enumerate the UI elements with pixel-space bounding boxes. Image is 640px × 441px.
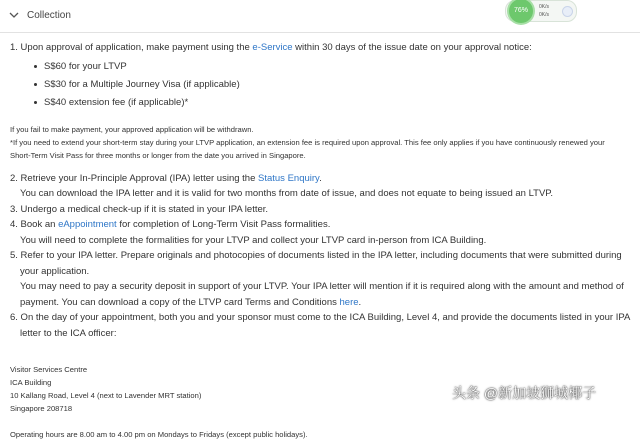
step-4-detail: You will need to complete the formalities for your LTVP and collect your LTVP card in-person from ICA Building. bbox=[20, 234, 487, 246]
step-5-cont: your application. bbox=[20, 265, 90, 277]
chevron-down-icon[interactable] bbox=[8, 9, 20, 21]
step-6-cont: letter to the ICA officer: bbox=[20, 327, 117, 339]
network-speed-widget[interactable] bbox=[505, 0, 577, 22]
download-speed: 0K/s bbox=[539, 12, 550, 18]
step-6: 6. On the day of your appointment, both you and your sponsor must come to the ICA Building, Level 4, and provide the documents listed in your IPA bbox=[10, 312, 631, 323]
fee-list bbox=[10, 58, 635, 112]
terms-link[interactable]: here bbox=[339, 296, 359, 308]
step-1: 1. Upon approval of application, make payment using the e-Service within 30 days of the issue date on your approval notice: bbox=[10, 42, 532, 53]
watermark-text: 头条 @新加坡狮城椰子 bbox=[452, 385, 597, 401]
step-4: 4. Book an eAppointment for completion of Long-Term Visit Pass formalities. bbox=[10, 219, 331, 230]
address-line: 10 Kallang Road, Level 4 (next to Lavender MRT station) bbox=[10, 391, 202, 400]
address-line: ICA Building bbox=[10, 378, 52, 387]
collection-content bbox=[10, 40, 635, 441]
fee-item: S$60 for your LTVP bbox=[34, 58, 635, 76]
status-enquiry-link[interactable]: Status Enquiry bbox=[258, 172, 320, 184]
address-line: Visitor Services Centre bbox=[10, 365, 88, 374]
eappointment-link[interactable]: eAppointment bbox=[58, 219, 117, 230]
step-2-detail: You can download the IPA letter and it is valid for two months from date of issue, and does not equate to being issued an LTVP. bbox=[20, 188, 554, 199]
step-5: 5. Refer to your IPA letter. Prepare originals and photocopies of documents listed in the IPA letter, including documents that were submitted during bbox=[10, 250, 622, 261]
e-service-link[interactable]: e-Service bbox=[252, 42, 293, 53]
memory-percent: 76% bbox=[509, 0, 533, 23]
fee-item: S$30 for a Multiple Journey Visa (if applicable) bbox=[34, 76, 635, 94]
operating-hours: Operating hours are 8.00 am to 4.00 pm on Mondays to Fridays (except public holidays). bbox=[10, 430, 308, 439]
extension-note-cont: Short-Term Visit Pass for three months or longer from the date you arrived in Singapore. bbox=[10, 150, 306, 160]
boost-icon[interactable] bbox=[562, 6, 573, 17]
payment-note: If you fail to make payment, your approved application will be withdrawn. bbox=[10, 124, 254, 134]
section-title: Collection bbox=[27, 10, 71, 21]
step-5-deposit: You may need to pay a security deposit in support of your LTVP. Your IPA letter will mention if it is required along with the amount and method of bbox=[20, 281, 624, 292]
address-line: Singapore 208718 bbox=[10, 404, 73, 413]
extension-note: *If you need to extend your short-term stay during your LTVP application, an extension fee is required upon approval. This fee only applies if you have continuously renewed your bbox=[10, 137, 605, 147]
step-2: 2. Retrieve your In-Principle Approval (IPA) letter using the Status Enquiry. bbox=[10, 172, 322, 184]
step-5-terms: payment. You can download a copy of the LTVP card Terms and Conditions here. bbox=[20, 296, 362, 308]
upload-speed: 0K/s bbox=[539, 4, 550, 10]
step-3: 3. Undergo a medical check-up if it is stated in your IPA letter. bbox=[10, 203, 269, 215]
fee-item: S$40 extension fee (if applicable)* bbox=[34, 94, 635, 112]
